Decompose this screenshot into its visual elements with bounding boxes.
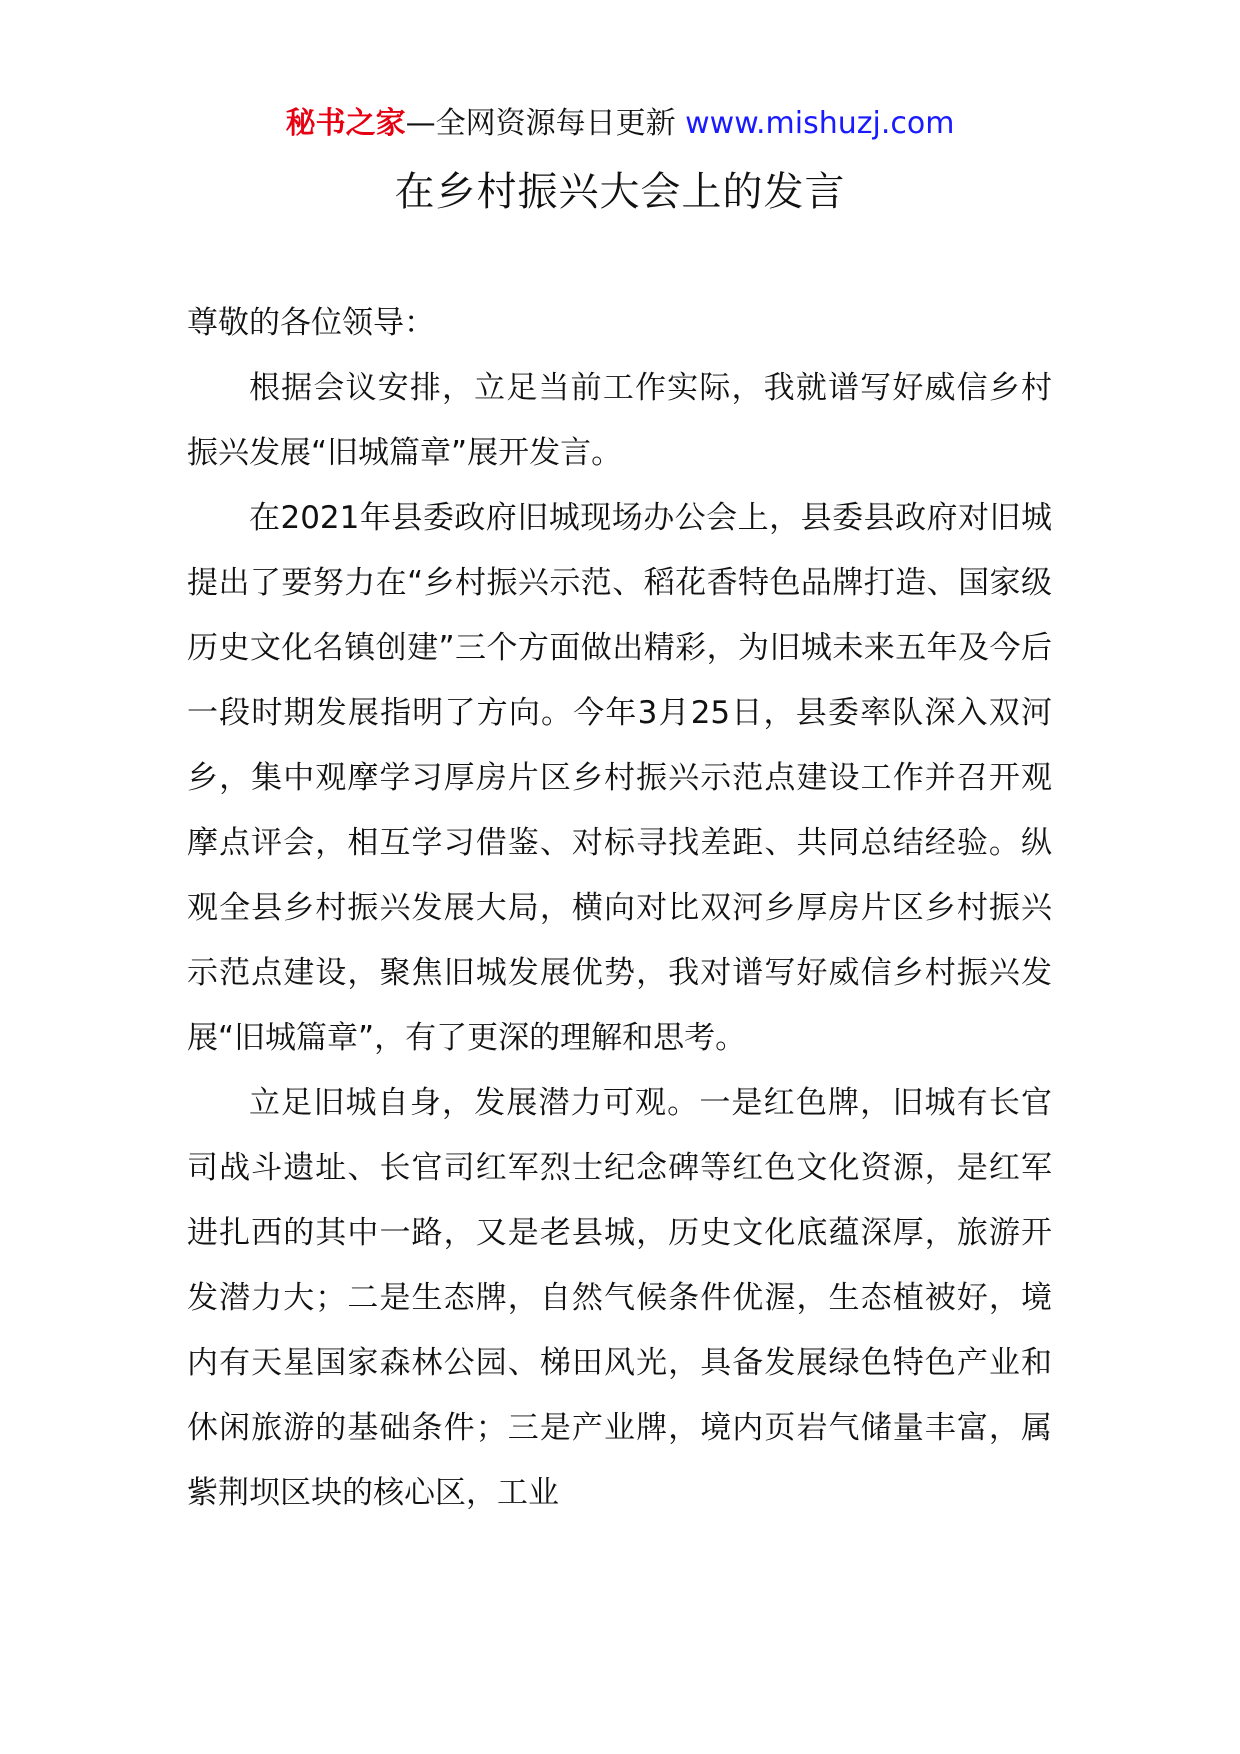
paragraph: 在2021年县委政府旧城现场办公会上，县委县政府对旧城提出了要努力在“乡村振兴示范、稻花香特色品牌打造、国家级历史文化名镇创建”三个方面做出精彩，为旧城未来五年及今后一段时期发展指明了方向。今年3月25日，县委率队深入双河乡，集中观摩学习厚房片区乡村振兴示范点建设工作并召开观摩点评会，相互学习借鉴、对标寻找差距、共同总结经验。纵观全县乡村振兴发展大局，横向对比双河乡厚房片区乡村振兴示范点建设，聚焦旧城发展优势，我对谱写好威信乡村振兴发展“旧城篇章”，有了更深的理解和思考。 (187, 500, 1052, 1056)
website-link[interactable]: www.mishuzj.com (685, 106, 955, 141)
paragraph: 根据会议安排，立足当前工作实际，我就谱写好威信乡村振兴发展“旧城篇章”展开发言。 (187, 370, 1052, 471)
brand-name: 秘书之家 (285, 106, 406, 141)
paragraph: 立足旧城自身，发展潜力可观。一是红色牌，旧城有长官司战斗遗址、长官司红军烈士纪念碑等红色文化资源，是红军进扎西的其中一路，又是老县城，历史文化底蕴深厚，旅游开发潜力大；二是生态牌，自然气候条件优渥，生态植被好，境内有天星国家森林公园、梯田风光，具备发展绿色特色产业和休闲旅游的基础条件；三是产业牌，境内页岩气储量丰富，属紫荆坝区块的核心区，工业 (187, 1085, 1052, 1511)
document-title: 在乡村振兴大会上的发言 (394, 169, 846, 215)
header-tagline: —全网资源每日更新 (405, 106, 686, 141)
watermark-header (0, 104, 1240, 144)
document-body (187, 291, 1052, 1526)
salutation: 尊敬的各位领导： (187, 305, 435, 341)
